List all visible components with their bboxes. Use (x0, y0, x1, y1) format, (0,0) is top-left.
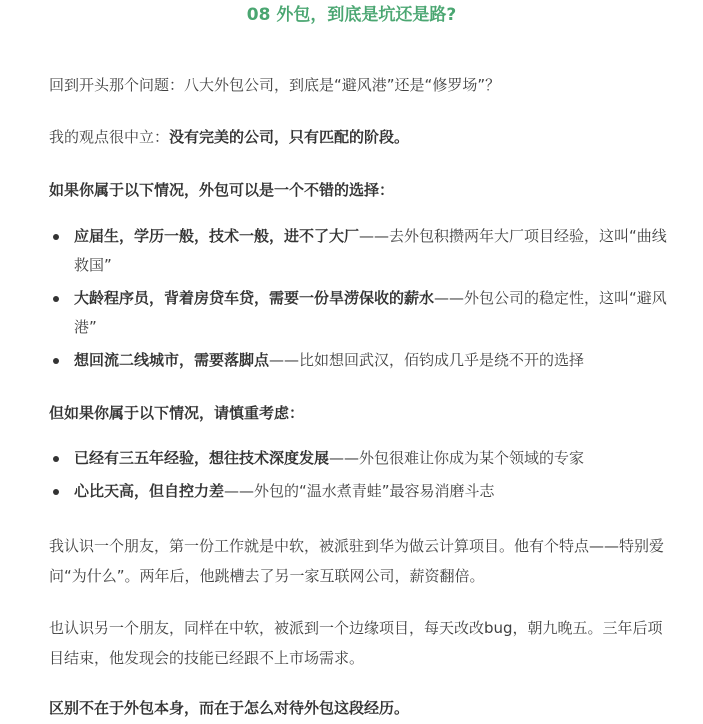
list-item (49, 477, 674, 506)
list-item-bold: 已经有三五年经验，想往技术深度发展 (74, 449, 330, 467)
bullet-dot (53, 456, 59, 462)
caution-heading: 但如果你属于以下情况，请慎重考虑： (49, 404, 305, 422)
bullet-dot (53, 358, 59, 364)
list-item (49, 346, 674, 375)
list-item-text: ——去外包积攒两年大厂项目经验，这叫“曲线救国” (74, 227, 667, 274)
list-item-text: ——外包的“温水煮青蛙”最容易消磨斗志 (224, 482, 495, 500)
caution-list (49, 444, 674, 510)
list-item-text: ——外包公司的稳定性，这叫“避风港” (74, 289, 667, 336)
bullet-dot (53, 234, 59, 240)
list-item-text: ——比如想回武汉，佰钧成几乎是绕不开的选择 (269, 351, 585, 369)
friend-two-paragraph: 也认识另一个朋友，同样在中软，被派到一个边缘项目，每天改改bug，朝九晚五。三年后项目结束，他发现会的技能已经跟不上市场需求。 (49, 619, 663, 667)
intro-paragraph: 回到开头那个问题：八大外包公司，到底是“避风港”还是“修罗场”？ (49, 76, 501, 94)
list-item-bold: 想回流二线城市，需要落脚点 (74, 351, 270, 369)
suitable-heading: 如果你属于以下情况，外包可以是一个不错的选择： (49, 181, 395, 199)
list-item-text: ——外包很难让你成为某个领域的专家 (329, 449, 585, 467)
conclusion-paragraph: 区别不在于外包本身，而在于怎么对待外包这段经历。 (49, 699, 410, 717)
list-item-bold: 大龄程序员，背着房贷车贷，需要一份旱涝保收的薪水 (74, 289, 435, 307)
section-title: 08 外包，到底是坑还是路? (246, 5, 457, 25)
opinion-paragraph (49, 122, 674, 152)
bullet-dot (53, 489, 59, 495)
opinion-bold: 没有完美的公司，只有匹配的阶段。 (169, 128, 410, 146)
list-item (49, 444, 674, 473)
list-item (49, 284, 674, 342)
opinion-lead: 我的观点很中立： (49, 128, 170, 146)
list-item-bold: 应届生，学历一般，技术一般，进不了大厂 (74, 227, 360, 245)
friend-one-paragraph: 我认识一个朋友，第一份工作就是中软，被派驻到华为做云计算项目。他有个特点——特别爱问“为什么”。两年后，他跳槽去了另一家互联网公司，薪资翻倍。 (49, 537, 665, 585)
list-item (49, 222, 674, 280)
suitable-list (49, 222, 674, 379)
list-item-bold: 心比天高，但自控力差 (74, 482, 225, 500)
bullet-dot (53, 296, 59, 302)
